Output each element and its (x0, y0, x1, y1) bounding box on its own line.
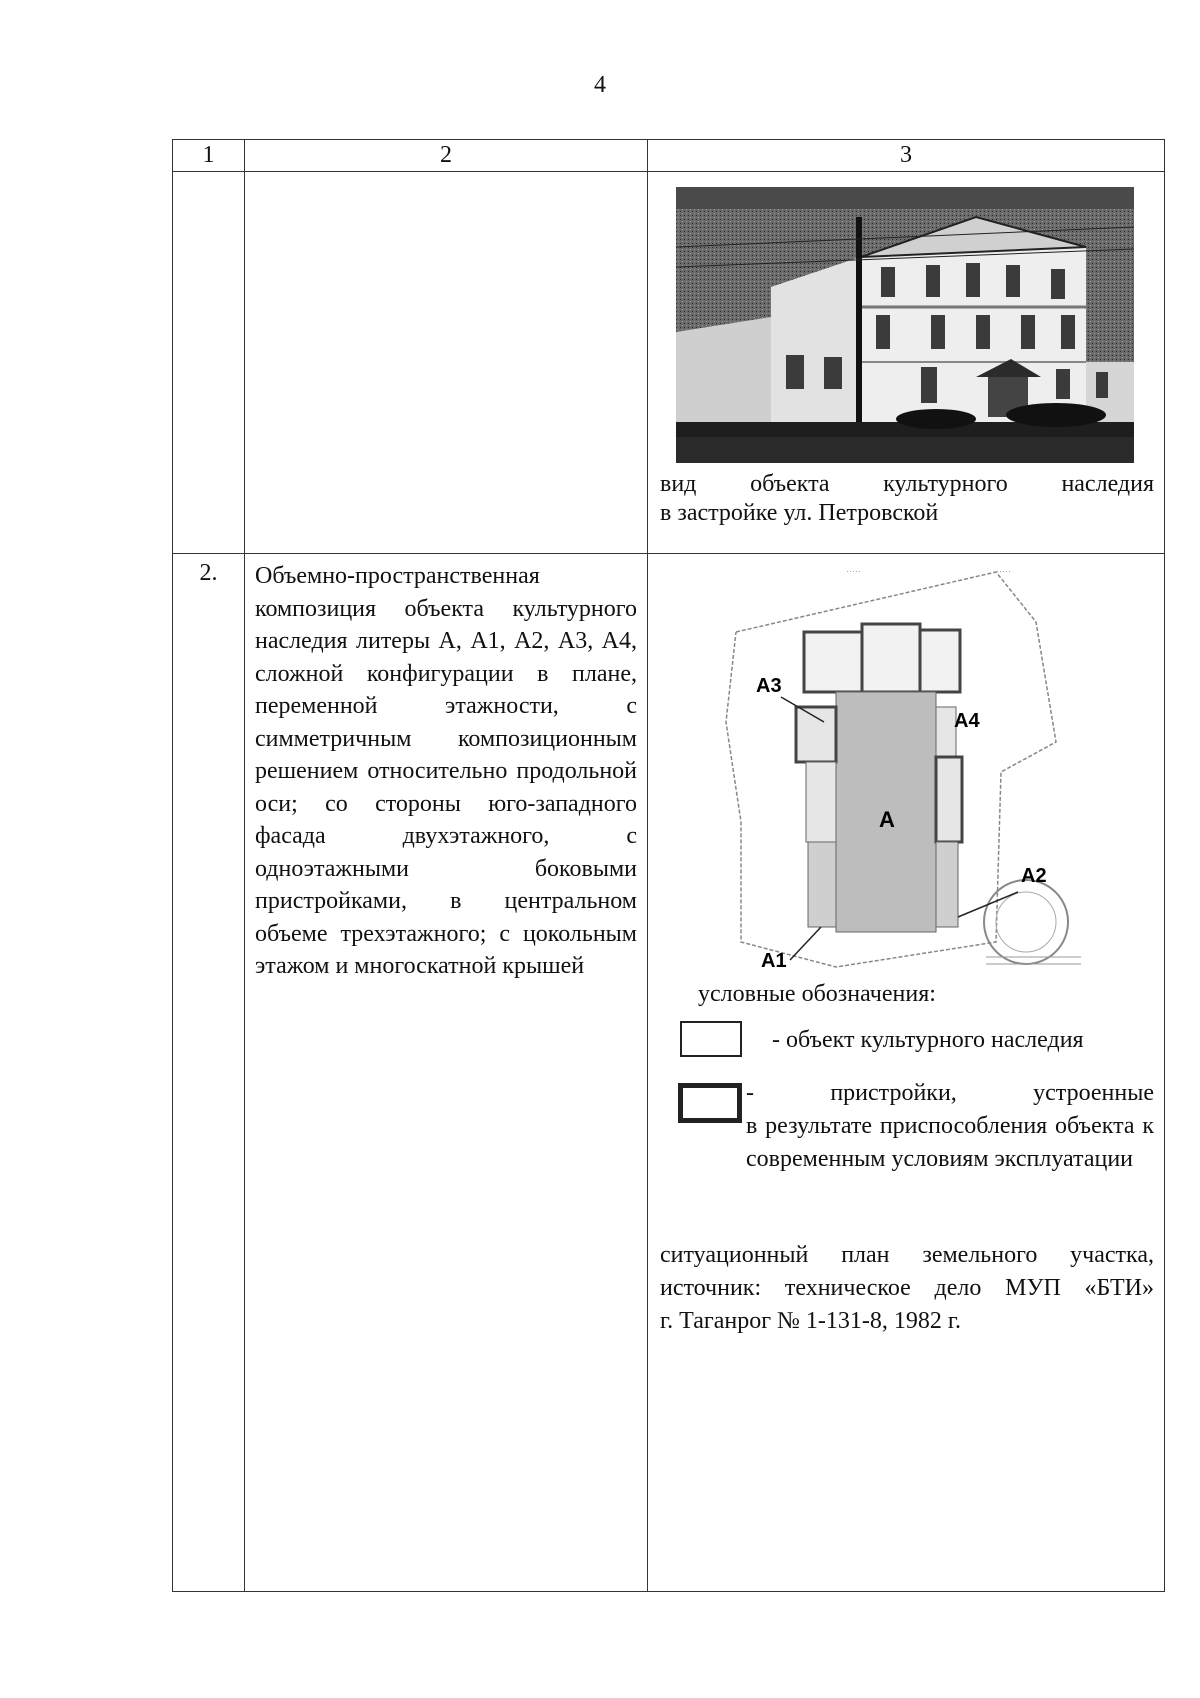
photo-caption (648, 470, 1164, 528)
building-photo (676, 187, 1134, 463)
legend-item1-text: - объект культурного наследия (772, 1027, 1084, 1053)
plan-cell (648, 554, 1165, 1592)
header-cell-2: 2 (245, 140, 648, 172)
source-line2: источник: техническое дело МУП «БТИ» (660, 1275, 1154, 1301)
legend-item2-line1: - пристройки, устроенные (746, 1080, 1154, 1106)
legend-box-thick (678, 1083, 742, 1123)
plan-source (648, 1239, 1164, 1338)
composition-description: Объемно-пространственная композиция объекта культурного наследия литеры А, А1, А2, А3, А4, сложной конфигурации в плане, переменной этажности, с симметричным композиционным решением относительно продольной оси; со стороны юго-западного фасада двухэтажного, с одноэтажными боковыми пристройками, в центральном объеме трехэтажного; с цокольным этажом и многоскатной крышей (255, 563, 637, 979)
legend-item-heritage (648, 1009, 1164, 1069)
table-row (173, 554, 1165, 1592)
source-line3: г. Таганрог № 1-131-8, 1982 г. (660, 1308, 962, 1334)
photo-caption-line2: в застройке ул. Петровской (660, 500, 939, 526)
source-line1: ситуационный план земельного участка, (660, 1242, 1154, 1268)
legend-box-thin (680, 1021, 742, 1057)
photo-caption-line1: вид объекта культурного наследия (660, 471, 1154, 497)
header-cell-3: 3 (648, 140, 1165, 172)
heritage-table (172, 139, 1165, 1592)
row-number-cell: 2. (173, 554, 245, 1592)
plan-label-a3: А3 (756, 675, 782, 697)
legend-item-annex (648, 1073, 1164, 1215)
site-plan (696, 562, 1086, 972)
header-cell-1: 1 (173, 140, 245, 172)
plan-label-a4: А4 (954, 710, 980, 732)
legend-item2-rest: в результате приспособления объекта к современным условиям эксплуатации (746, 1113, 1154, 1172)
svg-text:·····: ····· (996, 566, 1011, 576)
legend-title: условные обозначения: (698, 981, 936, 1007)
plan-label-a2: А2 (1021, 865, 1047, 887)
row-number-cell (173, 172, 245, 554)
legend-item2-text (746, 1077, 1154, 1176)
description-cell (245, 172, 648, 554)
table-row (173, 172, 1165, 554)
plan-label-a1: А1 (761, 950, 787, 972)
page-number: 4 (594, 72, 606, 98)
description-cell (245, 554, 648, 1592)
photo-cell (648, 172, 1165, 554)
plan-label-a: А (879, 807, 895, 832)
svg-text:·····: ····· (846, 566, 861, 576)
header-row (173, 140, 1165, 172)
